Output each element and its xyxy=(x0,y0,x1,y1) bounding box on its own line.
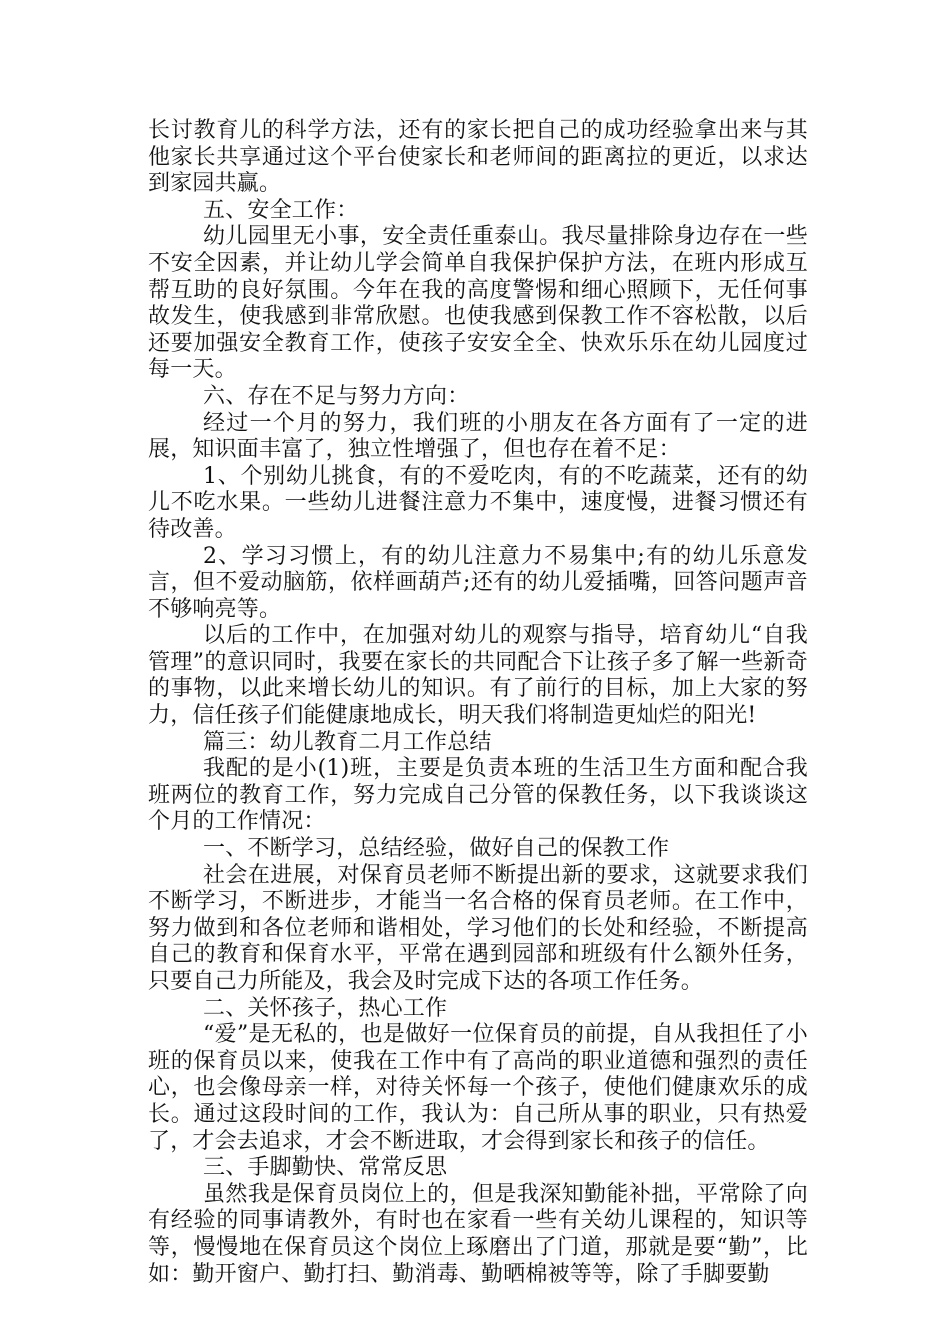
paragraph-diligence: 虽然我是保育员岗位上的，但是我深知勤能补拙，平常除了向有经验的同事请教外，有时也在家看一些有关幼儿课程的，知识等等，慢慢地在保育员这个岗位上琢磨出了门道，那就是要“勤”，比如：勤开窗户、勤打扫、勤消毒、勤晒棉被等等，除了手脚要勤 xyxy=(148,1181,808,1287)
section-heading-safety: 五、安全工作： xyxy=(203,197,359,223)
article-title-part-three: 篇三：幼儿教育二月工作总结 xyxy=(203,729,492,755)
paragraph-continued: 长讨教育儿的科学方法，还有的家长把自己的成功经验拿出来与其他家长共享通过这个平台使家长和老师间的距离拉的更近，以求达到家园共赢。 xyxy=(148,118,808,197)
paragraph-progress: 经过一个月的努力，我们班的小朋友在各方面有了一定的进展，知识面丰富了，独立性增强了，但也存在着不足： xyxy=(148,410,808,463)
list-item-2: 2、学习习惯上，有的幼儿注意力不易集中;有的幼儿乐意发言，但不爱动脑筋，依样画葫芦;还有的幼儿爱插嘴，回答问题声音不够响亮等。 xyxy=(148,543,808,622)
paragraph-future-work: 以后的工作中，在加强对幼儿的观察与指导，培育幼儿“自我管理”的意识同时，我要在家长的共同配合下让孩子多了解一些新奇的事物，以此来增长幼儿的知识。有了前行的目标，加上大家的努力，信任孩子们能健康地成长，明天我们将制造更灿烂的阳光! xyxy=(148,623,808,729)
paragraph-learning: 社会在进展，对保育员老师不断提出新的要求，这就要求我们不断学习，不断进步，才能当一名合格的保育员老师。在工作中，努力做到和各位老师和谐相处，学习他们的长处和经验，不断提高自己的教育和保育水平，平常在遇到园部和班级有什么额外任务，只要自己力所能及，我会及时完成下达的各项工作任务。 xyxy=(148,862,808,994)
document-page xyxy=(148,118,808,1288)
section-heading-shortcomings: 六、存在不足与努力方向： xyxy=(203,383,470,409)
section-heading-care: 二、关怀孩子，热心工作 xyxy=(203,995,448,1021)
section-heading-diligence: 三、手脚勤快、常常反思 xyxy=(203,1155,448,1181)
section-heading-learning: 一、不断学习，总结经验，做好自己的保教工作 xyxy=(203,836,670,862)
paragraph-intro: 我配的是小(1)班，主要是负责本班的生活卫生方面和配合我班两位的教育工作，努力完成自己分管的保教任务，以下我谈谈这个月的工作情况： xyxy=(148,756,808,835)
paragraph-care: “爱”是无私的，也是做好一位保育员的前提，自从我担任了小班的保育员以来，使我在工作中有了高尚的职业道德和强烈的责任心，也会像母亲一样，对待关怀每一个孩子，使他们健康欢乐的成长。通过这段时间的工作，我认为：自己所从事的职业，只有热爱了，才会去追求，才会不断进取，才会得到家长和孩子的信任。 xyxy=(148,1022,808,1154)
list-item-1: 1、个别幼儿挑食，有的不爱吃肉，有的不吃蔬菜，还有的幼儿不吃水果。一些幼儿进餐注意力不集中，速度慢，进餐习惯还有待改善。 xyxy=(148,463,808,542)
paragraph-safety: 幼儿园里无小事，安全责任重泰山。我尽量排除身边存在一些不安全因素，并让幼儿学会简单自我保护保护方法，在班内形成互帮互助的良好氛围。今年在我的高度警惕和细心照顾下，无任何事故发生，使我感到非常欣慰。也使我感到保教工作不容松散，以后还要加强安全教育工作，使孩子安安全全、快欢乐乐在幼儿园度过每一天。 xyxy=(148,224,808,383)
